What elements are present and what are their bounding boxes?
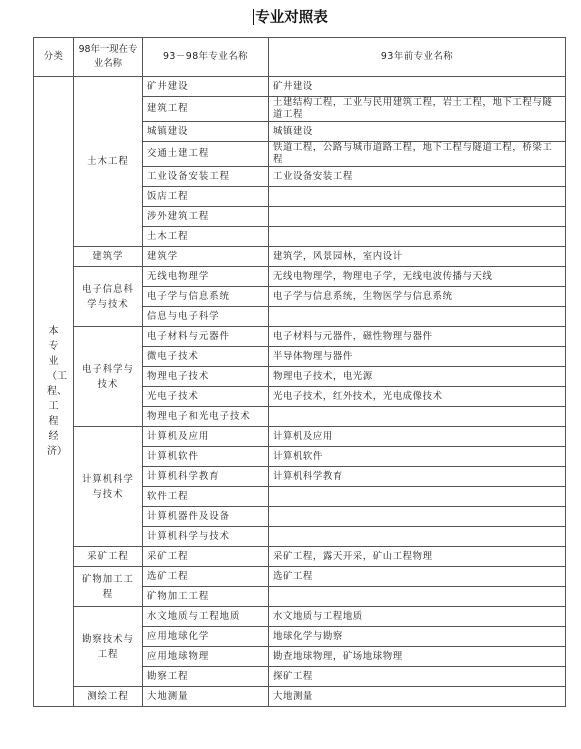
major-pre93-cell (269, 487, 566, 507)
major-pre93-cell (269, 407, 566, 427)
major-9398-cell: 物理电子技术 (143, 367, 269, 387)
major-9398-cell: 城镇建设 (143, 122, 269, 142)
header-row (34, 38, 566, 77)
major-pre93-cell (269, 227, 566, 247)
major-9398-cell: 勘察工程 (143, 667, 269, 687)
major-comparison-table (33, 37, 566, 707)
table-row (34, 247, 566, 267)
major-9398-cell: 计算机器件及设备 (143, 507, 269, 527)
new-major-name: 矿物加工工程 (74, 567, 143, 607)
table-row (34, 687, 566, 707)
major-pre93-cell: 探矿工程 (269, 667, 566, 687)
major-pre93-cell: 建筑学，风景园林，室内设计 (269, 247, 566, 267)
table-row (34, 567, 566, 587)
major-pre93-cell: 采矿工程，露天开采，矿山工程物理 (269, 547, 566, 567)
new-major-name: 采矿工程 (74, 547, 143, 567)
major-9398-cell: 矿物加工工程 (143, 587, 269, 607)
major-9398-cell: 软件工程 (143, 487, 269, 507)
major-9398-cell: 光电子技术 (143, 387, 269, 407)
major-pre93-cell: 计算机科学教育 (269, 467, 566, 487)
major-9398-cell: 建筑学 (143, 247, 269, 267)
major-9398-cell: 应用地球化学 (143, 627, 269, 647)
new-major-name: 计算机科学与技术 (74, 427, 143, 547)
major-9398-cell: 选矿工程 (143, 567, 269, 587)
new-major-name: 电子科学与技术 (74, 327, 143, 427)
major-pre93-cell: 大地测量 (269, 687, 566, 707)
major-pre93-cell: 勘查地球物理，矿场地球物理 (269, 647, 566, 667)
table-row (34, 607, 566, 627)
major-9398-cell: 涉外建筑工程 (143, 207, 269, 227)
major-pre93-cell: 工业设备安装工程 (269, 167, 566, 187)
major-pre93-cell: 城镇建设 (269, 122, 566, 142)
major-pre93-cell: 土建结构工程，工业与民用建筑工程，岩土工程，地下工程与隧道工程 (269, 97, 566, 122)
header-major-9398: 93－98年专业名称 (143, 38, 269, 77)
new-major-name: 电子信息科学与技术 (74, 267, 143, 327)
major-9398-cell: 电子学与信息系统 (143, 287, 269, 307)
major-9398-cell: 微电子技术 (143, 347, 269, 367)
table-row (34, 547, 566, 567)
new-major-name: 建筑学 (74, 247, 143, 267)
major-pre93-cell (269, 527, 566, 547)
category-label: 本专业（工程、工程经济） (47, 326, 67, 457)
major-pre93-cell: 光电子技术，红外技术，光电成像技术 (269, 387, 566, 407)
major-9398-cell: 交通土建工程 (143, 142, 269, 167)
major-pre93-cell (269, 187, 566, 207)
major-9398-cell: 计算机及应用 (143, 427, 269, 447)
table-row (34, 77, 566, 97)
major-9398-cell: 大地测量 (143, 687, 269, 707)
major-pre93-cell: 铁道工程，公路与城市道路工程，地下工程与隧道工程，桥梁工程 (269, 142, 566, 167)
header-major-pre93: 93年前专业名称 (269, 38, 566, 77)
table-body (34, 38, 566, 707)
major-9398-cell: 计算机科学教育 (143, 467, 269, 487)
page-title: 专业对照表 (255, 9, 328, 26)
major-9398-cell: 应用地球物理 (143, 647, 269, 667)
major-pre93-cell: 水文地质与工程地质 (269, 607, 566, 627)
major-9398-cell: 电子材料与元器件 (143, 327, 269, 347)
major-pre93-cell: 计算机软件 (269, 447, 566, 467)
new-major-name: 勘察技术与工程 (74, 607, 143, 687)
major-9398-cell: 矿井建设 (143, 77, 269, 97)
major-9398-cell: 计算机科学与技术 (143, 527, 269, 547)
major-9398-cell: 计算机软件 (143, 447, 269, 467)
header-category: 分类 (34, 38, 74, 77)
major-9398-cell: 无线电物理学 (143, 267, 269, 287)
major-pre93-cell: 半导体物理与器件 (269, 347, 566, 367)
major-pre93-cell (269, 307, 566, 327)
major-9398-cell: 饭店工程 (143, 187, 269, 207)
table-row (34, 267, 566, 287)
major-pre93-cell (269, 207, 566, 227)
major-pre93-cell: 地球化学与勘察 (269, 627, 566, 647)
major-9398-cell: 水文地质与工程地质 (143, 607, 269, 627)
major-9398-cell: 信息与电子科学 (143, 307, 269, 327)
new-major-name: 土木工程 (74, 77, 143, 247)
major-pre93-cell: 无线电物理学，物理电子学，无线电波传播与天线 (269, 267, 566, 287)
major-pre93-cell: 电子学与信息系统，生物医学与信息系统 (269, 287, 566, 307)
major-pre93-cell: 矿井建设 (269, 77, 566, 97)
major-9398-cell: 采矿工程 (143, 547, 269, 567)
table-row (34, 427, 566, 447)
major-pre93-cell: 物理电子技术，电光源 (269, 367, 566, 387)
category-cell (34, 77, 74, 707)
major-pre93-cell: 计算机及应用 (269, 427, 566, 447)
major-pre93-cell: 选矿工程 (269, 567, 566, 587)
major-9398-cell: 土木工程 (143, 227, 269, 247)
major-pre93-cell (269, 587, 566, 607)
header-new-name: 98年一现在专业名称 (74, 38, 143, 77)
major-pre93-cell: 电子材料与元器件，磁性物理与器件 (269, 327, 566, 347)
table-row (34, 327, 566, 347)
major-9398-cell: 工业设备安装工程 (143, 167, 269, 187)
new-major-name: 测绘工程 (74, 687, 143, 707)
major-pre93-cell (269, 507, 566, 527)
major-9398-cell: 建筑工程 (143, 97, 269, 122)
major-9398-cell: 物理电子和光电子技术 (143, 407, 269, 427)
